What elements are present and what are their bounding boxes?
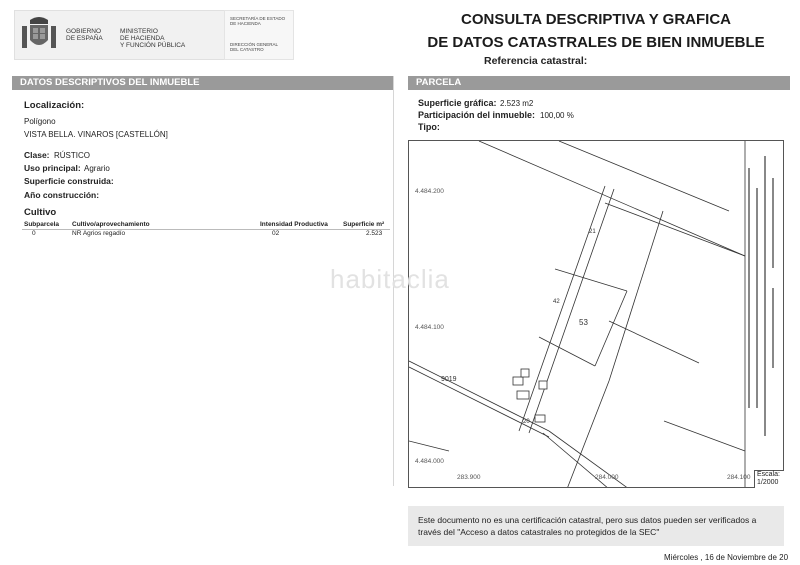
cell-cultivo: NR Agrios regadío	[72, 230, 126, 237]
cell-subparcela: 0	[32, 230, 36, 237]
direccion-general-text: DIRECCIÓN GENERAL DEL CATASTRO	[230, 42, 279, 52]
verification-notice: Este documento no es una certificación catastral, pero sus datos pueden ser verificados a través del "Acceso a datos catastrales no protegidos de la SEC"	[408, 506, 784, 546]
section-header-datos: DATOS DESCRIPTIVOS DEL INMUEBLE	[12, 76, 394, 90]
scale-label: Escala:	[757, 471, 780, 478]
participacion-value: 100,00 %	[540, 111, 574, 120]
document-title-line1: CONSULTA DESCRIPTIVA Y GRAFICA	[460, 11, 731, 28]
tipo-label: Tipo:	[418, 122, 440, 132]
cell-superficie: 2.523	[366, 230, 383, 237]
participacion-label: Participación del inmueble:	[418, 110, 536, 120]
clase-label: Clase:	[24, 150, 50, 160]
table-header-intensidad: Intensidad Productiva	[260, 221, 328, 228]
clase-value: RÚSTICO	[54, 151, 90, 160]
map-legend-strip	[744, 148, 778, 468]
plot-label-42: 42	[553, 299, 560, 305]
document-title-line2: DE DATOS CATASTRALES DE BIEN INMUEBLE	[427, 34, 765, 51]
superficie-grafica-value: 2.523 m2	[500, 99, 534, 108]
localizacion-label: Localización:	[24, 100, 85, 111]
ministerio-text: MINISTERIO DE HACIENDA Y FUNCIÓN PÚBLICA	[120, 28, 186, 49]
uso-principal-value: Agrario	[84, 164, 110, 173]
referencia-catastral-label: Referencia catastral:	[484, 55, 588, 67]
scale-value: 1/2000	[757, 479, 779, 486]
cell-intensidad: 02	[272, 230, 280, 237]
anio-construccion-label: Año construcción:	[24, 190, 100, 200]
superficie-grafica-label: Superficie gráfica:	[418, 98, 497, 108]
map-drawing	[409, 141, 784, 488]
footer-date: Miércoles , 16 de Noviembre de 20	[664, 553, 789, 562]
secretaria-text: SECRETARÍA DE ESTADO DE HACIENDA	[230, 16, 286, 26]
table-header-subparcela: Subparcela	[24, 221, 60, 228]
scale-box	[754, 470, 784, 488]
cultivo-label: Cultivo	[24, 207, 57, 218]
gobierno-text: GOBIERNO DE ESPAÑA	[66, 28, 103, 42]
road-number: 9019	[441, 376, 457, 383]
plot-label-20: 20	[523, 419, 530, 425]
section-header-parcela: PARCELA	[408, 76, 790, 90]
plot-label-21: 21	[589, 229, 596, 235]
cadastral-map	[408, 140, 784, 488]
parcel-number: 53	[579, 318, 588, 327]
address-text: VISTA BELLA. VINAROS [CASTELLÓN]	[24, 130, 168, 139]
uso-principal-label: Uso principal:	[24, 163, 81, 173]
coord-y1: 4.484.200	[415, 188, 444, 195]
coord-x2: 284.000	[595, 474, 619, 481]
coord-x1: 283.900	[457, 474, 481, 481]
coord-y3: 4.484.000	[415, 458, 444, 465]
poligono-text: Polígono	[24, 117, 56, 126]
table-header-superficie: Superficie m²	[343, 221, 385, 228]
table-header-cultivo: Cultivo/aprovechamiento	[72, 221, 150, 228]
superficie-construida-label: Superficie construida:	[24, 176, 114, 186]
coat-of-arms-icon	[20, 14, 58, 54]
coord-x3: 284.100	[727, 474, 751, 481]
watermark-text: habitaclia	[330, 264, 450, 294]
coord-y2: 4.484.100	[415, 324, 444, 331]
